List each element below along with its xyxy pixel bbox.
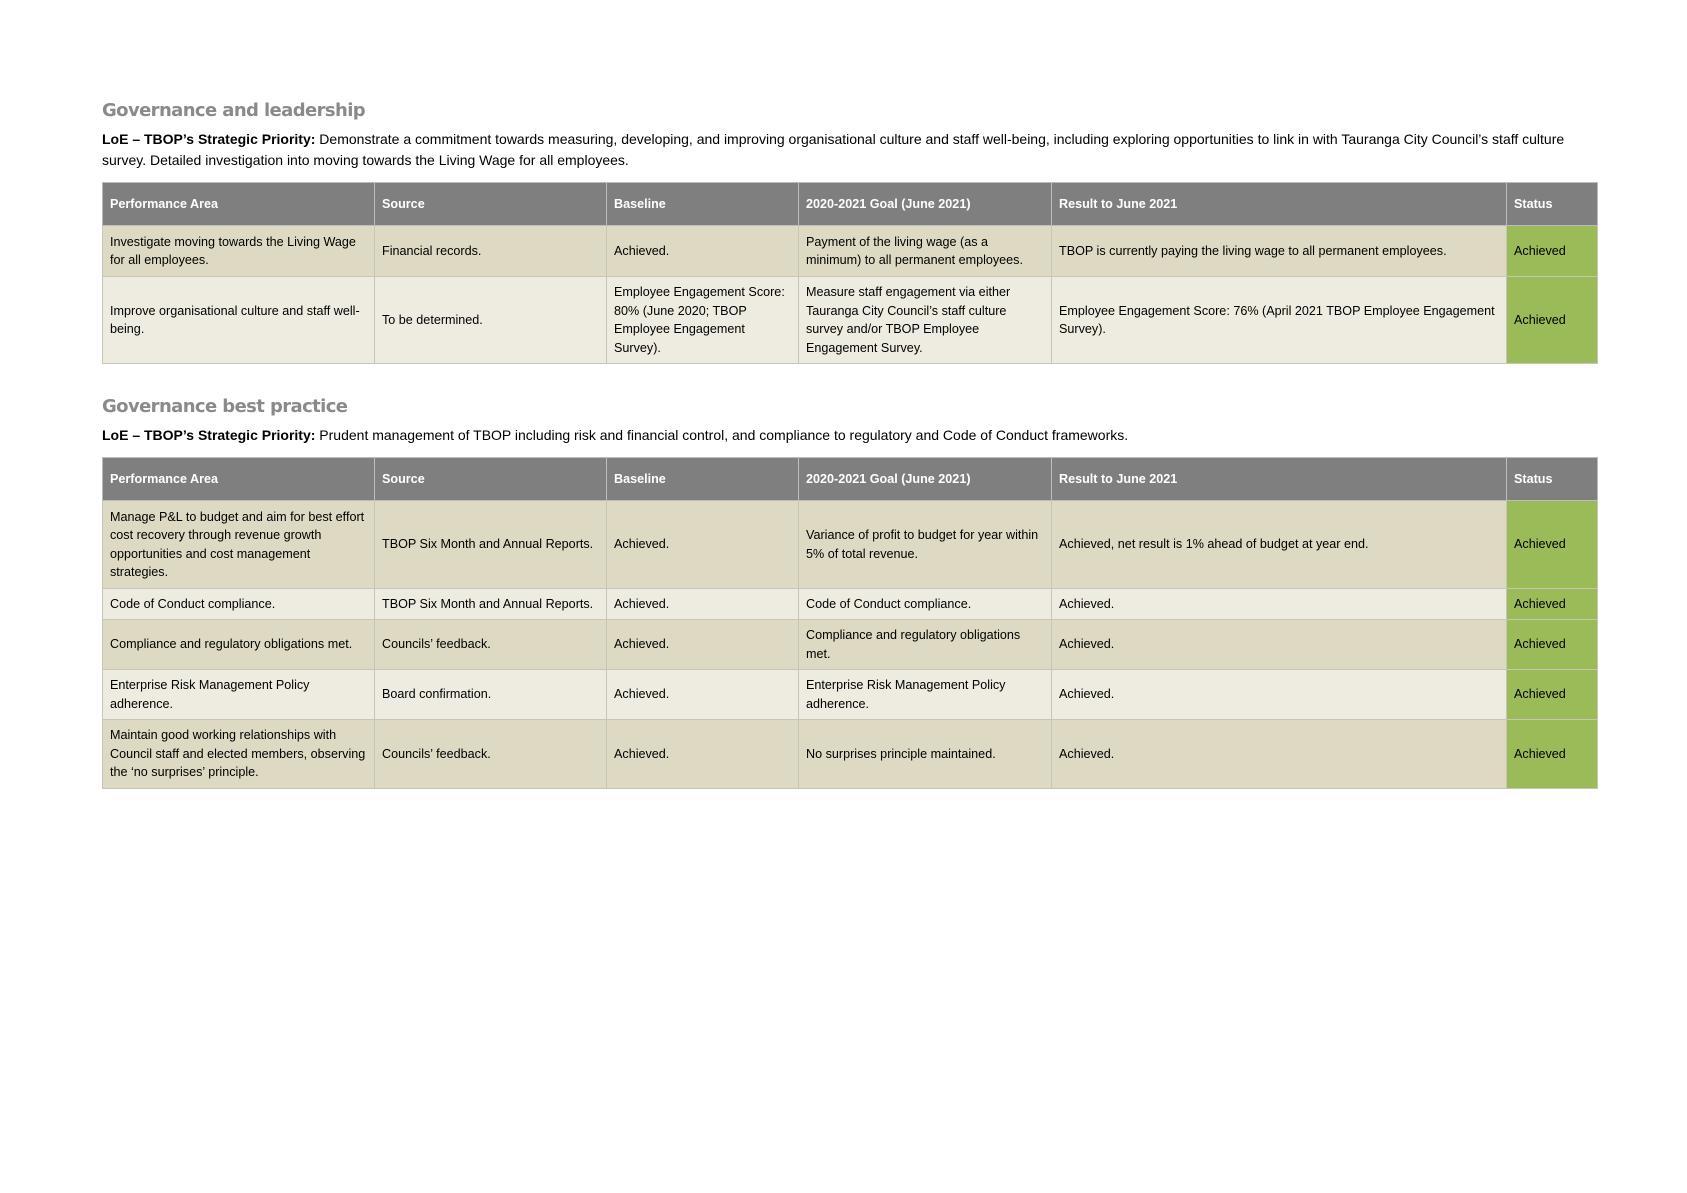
baseline-cell: Achieved. xyxy=(607,501,799,589)
strategic-priority xyxy=(102,425,1597,446)
column-header: Source xyxy=(375,458,607,501)
baseline-cell: Achieved. xyxy=(607,589,799,620)
strategic-priority xyxy=(102,129,1597,171)
column-header: Baseline xyxy=(607,183,799,226)
source-cell: Board confirmation. xyxy=(375,670,607,720)
source-cell: TBOP Six Month and Annual Reports. xyxy=(375,501,607,589)
table-row xyxy=(103,620,1598,670)
source-cell: Councils’ feedback. xyxy=(375,620,607,670)
source-cell: TBOP Six Month and Annual Reports. xyxy=(375,589,607,620)
performance-area-cell: Manage P&L to budget and aim for best effort cost recovery through revenue growth opportunities and cost management strategies. xyxy=(103,501,375,589)
status-badge: Achieved xyxy=(1507,226,1598,277)
source-cell: Financial records. xyxy=(375,226,607,277)
performance-area-cell: Investigate moving towards the Living Wage for all employees. xyxy=(103,226,375,277)
result-cell: Achieved, net result is 1% ahead of budget at year end. xyxy=(1052,501,1507,589)
goal-cell: Code of Conduct compliance. xyxy=(799,589,1052,620)
table-row xyxy=(103,670,1598,720)
result-cell: Employee Engagement Score: 76% (April 2021 TBOP Employee Engagement Survey). xyxy=(1052,277,1507,364)
column-header: Performance Area xyxy=(103,183,375,226)
result-cell: TBOP is currently paying the living wage to all permanent employees. xyxy=(1052,226,1507,277)
baseline-cell: Achieved. xyxy=(607,720,799,789)
column-header: Performance Area xyxy=(103,458,375,501)
status-badge: Achieved xyxy=(1507,620,1598,670)
source-cell: Councils’ feedback. xyxy=(375,720,607,789)
goal-cell: Variance of profit to budget for year within 5% of total revenue. xyxy=(799,501,1052,589)
table-row xyxy=(103,720,1598,789)
column-header: Baseline xyxy=(607,458,799,501)
performance-area-cell: Compliance and regulatory obligations met. xyxy=(103,620,375,670)
column-header: Status xyxy=(1507,458,1598,501)
priority-label: LoE – TBOP’s Strategic Priority: xyxy=(102,427,316,443)
column-header: Result to June 2021 xyxy=(1052,183,1507,226)
section-heading-governance-leadership: Governance and leadership xyxy=(102,100,366,121)
baseline-cell: Achieved. xyxy=(607,670,799,720)
table-row xyxy=(103,501,1598,589)
goal-cell: Payment of the living wage (as a minimum) to all permanent employees. xyxy=(799,226,1052,277)
result-cell: Achieved. xyxy=(1052,720,1507,789)
column-header: 2020-2021 Goal (June 2021) xyxy=(799,183,1052,226)
table-row xyxy=(103,226,1598,277)
performance-area-cell: Code of Conduct compliance. xyxy=(103,589,375,620)
source-cell: To be determined. xyxy=(375,277,607,364)
section-heading-governance-best-practice: Governance best practice xyxy=(102,396,348,417)
priority-text: Prudent management of TBOP including risk and financial control, and compliance to regulatory and Code of Conduct frameworks. xyxy=(315,427,1129,443)
status-badge: Achieved xyxy=(1507,670,1598,720)
baseline-cell: Achieved. xyxy=(607,226,799,277)
baseline-cell: Employee Engagement Score: 80% (June 2020; TBOP Employee Engagement Survey). xyxy=(607,277,799,364)
baseline-cell: Achieved. xyxy=(607,620,799,670)
performance-area-cell: Improve organisational culture and staff well-being. xyxy=(103,277,375,364)
result-cell: Achieved. xyxy=(1052,670,1507,720)
table-header-row xyxy=(103,458,1598,501)
performance-table-leadership xyxy=(102,182,1598,364)
column-header: 2020-2021 Goal (June 2021) xyxy=(799,458,1052,501)
performance-area-cell: Enterprise Risk Management Policy adherence. xyxy=(103,670,375,720)
status-badge: Achieved xyxy=(1507,589,1598,620)
result-cell: Achieved. xyxy=(1052,589,1507,620)
priority-label: LoE – TBOP’s Strategic Priority: xyxy=(102,131,316,147)
performance-table-best-practice xyxy=(102,457,1598,789)
priority-text: Demonstrate a commitment towards measuring, developing, and improving organisational culture and staff well-being, including exploring opportunities to link in with Tauranga City Council’s staff culture survey. Detailed investigation into moving towards the Living Wage for all employees. xyxy=(102,131,1565,168)
result-cell: Achieved. xyxy=(1052,620,1507,670)
column-header: Status xyxy=(1507,183,1598,226)
table-row xyxy=(103,589,1598,620)
status-badge: Achieved xyxy=(1507,501,1598,589)
table-row xyxy=(103,277,1598,364)
goal-cell: Measure staff engagement via either Tauranga City Council’s staff culture survey and/or TBOP Employee Engagement Survey. xyxy=(799,277,1052,364)
document-page xyxy=(102,100,1597,789)
status-badge: Achieved xyxy=(1507,277,1598,364)
performance-area-cell: Maintain good working relationships with Council staff and elected members, observing the ‘no surprises’ principle. xyxy=(103,720,375,789)
goal-cell: No surprises principle maintained. xyxy=(799,720,1052,789)
goal-cell: Compliance and regulatory obligations met. xyxy=(799,620,1052,670)
status-badge: Achieved xyxy=(1507,720,1598,789)
column-header: Result to June 2021 xyxy=(1052,458,1507,501)
table-header-row xyxy=(103,183,1598,226)
column-header: Source xyxy=(375,183,607,226)
goal-cell: Enterprise Risk Management Policy adherence. xyxy=(799,670,1052,720)
